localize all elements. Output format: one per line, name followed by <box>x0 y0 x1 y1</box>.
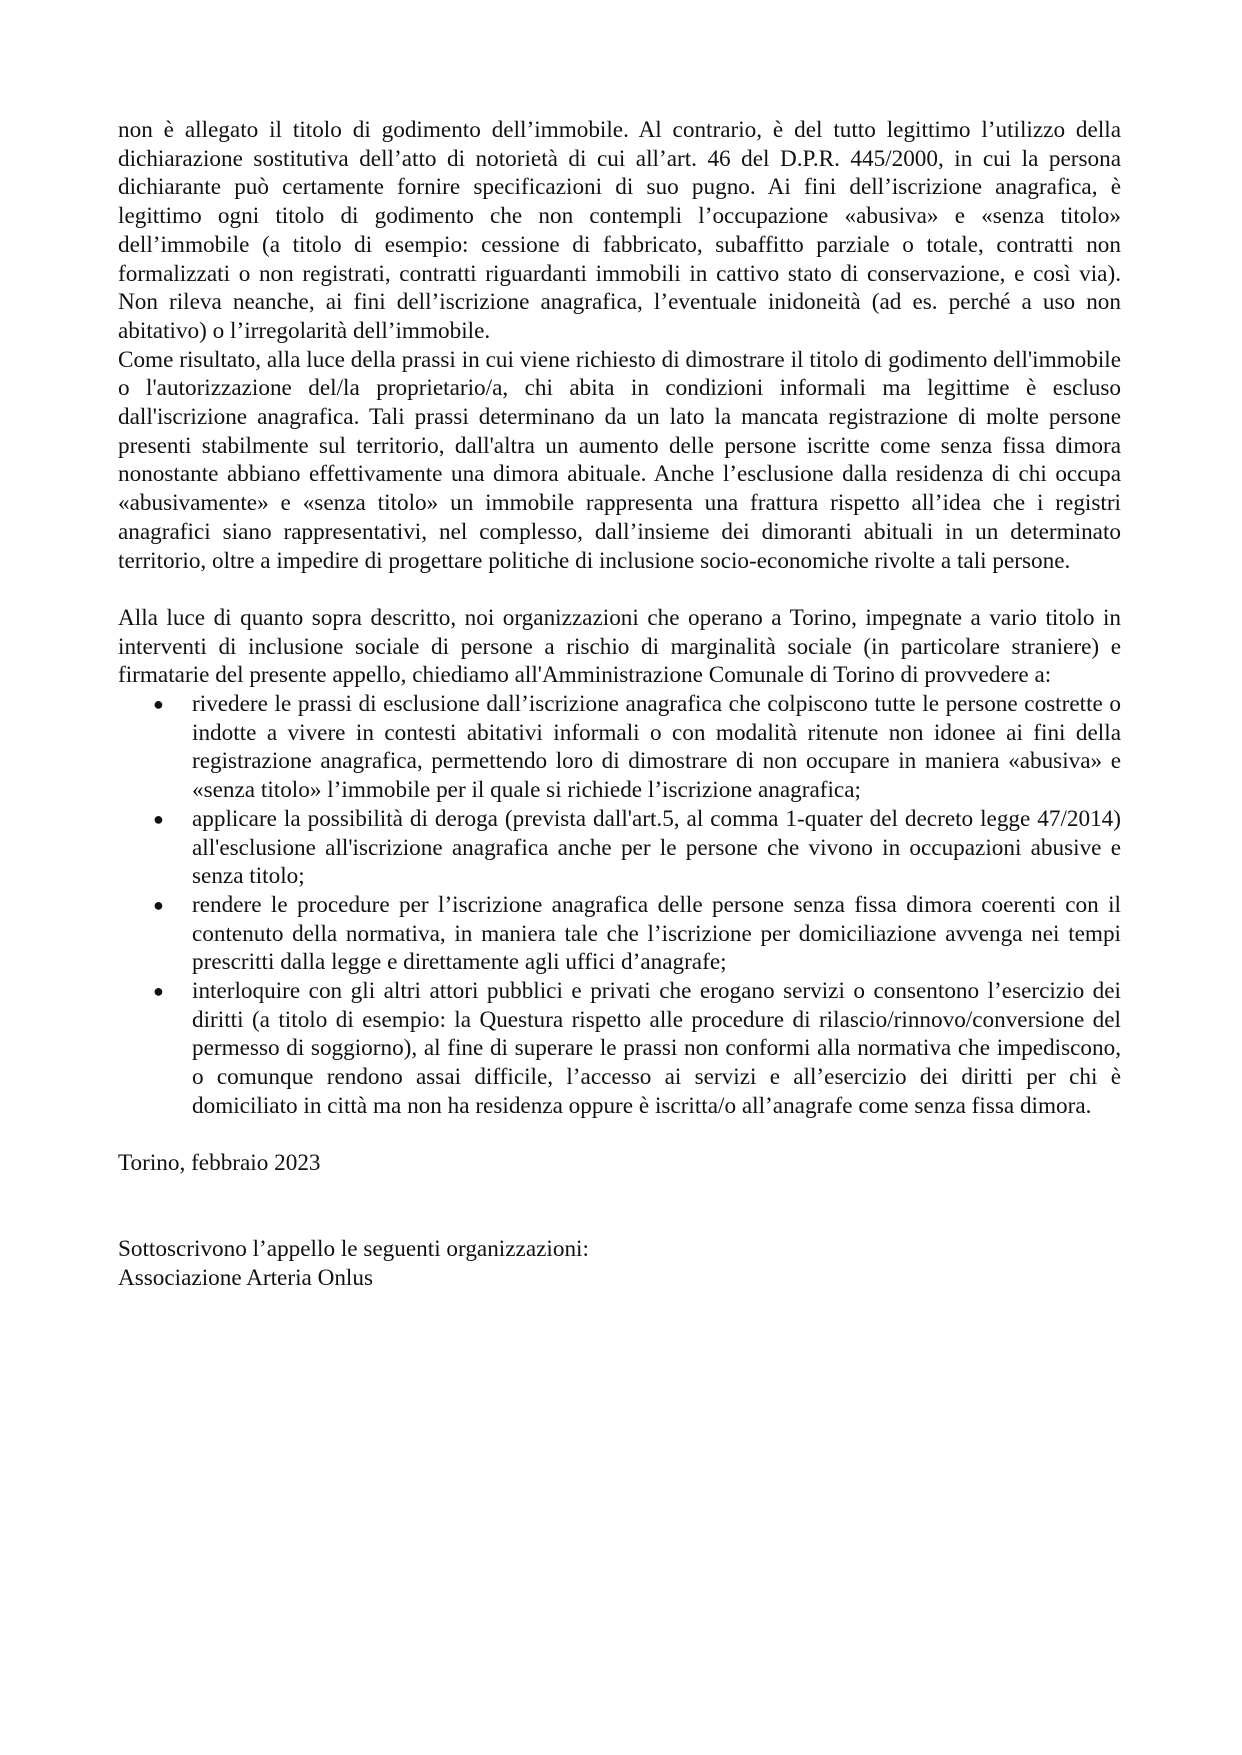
request-text: rendere le procedure per l’iscrizione anagrafica delle persone senza fissa dimora coerenti con il contenuto della normativa, in maniera tale che l’iscrizione per domiciliazione avvenga nei tempi prescritti dalla legge e direttamente agli uffici d’anagrafe; <box>192 891 1121 976</box>
signatories-heading: Sottoscrivono l’appello le seguenti organizzazioni: <box>118 1236 589 1263</box>
list-item <box>118 805 1121 891</box>
request-text: rivedere le prassi di esclusione dall’iscrizione anagrafica che colpiscono tutte le persone costrette o indotte a vivere in contesti abitativi informali o con modalità ritenute non idonee ai fini della registrazione anagrafica, permettendo loro di dimostrare di non occupare in maniera «abusiva» e «senza titolo» l’immobile per il quale si richiede l’iscrizione anagrafica; <box>192 691 1121 804</box>
paragraph-legal-titles: non è allegato il titolo di godimento dell’immobile. Al contrario, è del tutto legittimo l’utilizzo della dichiarazione sostitutiva dell’atto di notorietà di cui all’art. 46 del D.P.R. 445/2000, in cui la persona dichiarante può certamente fornire specificazioni di suo pugno. Ai fini dell’iscrizione anagrafica, è legittimo ogni titolo di godimento che non contempli l’occupazione «abusiva» e «senza titolo» dell’immobile (a titolo di esempio: cessione di fabbricato, subaffitto parziale o totale, contratti non formalizzati o non registrati, contratti riguardanti immobili in cattivo stato di conservazione, e così via). Non rileva neanche, ai fini dell’iscrizione anagrafica, l’eventuale inidoneità (ad es. perché a uso non abitativo) o l’irregolarità dell’immobile. <box>118 117 1121 344</box>
bullet-icon: ● <box>153 981 164 1002</box>
document-page <box>118 116 1121 1293</box>
bullet-icon: ● <box>153 894 164 915</box>
place-date: Torino, febbraio 2023 <box>118 1150 321 1177</box>
list-item <box>118 891 1121 977</box>
spacer <box>118 575 1121 604</box>
paragraph-consequences: Come risultato, alla luce della prassi in cui viene richiesto di dimostrare il titolo di godimento dell'immobile o l'autorizzazione del/la proprietario/a, chi abita in condizioni informali ma legittime è escluso dall'iscrizione anagrafica. Tali prassi determinano da un lato la mancata registrazione di molte persone presenti stabilmente sul territorio, dall'altra un aumento delle persone iscritte come senza fissa dimora nonostante abbiano effettivamente una dimora abituale. Anche l’esclusione dalla residenza di chi occupa «abusivamente» e «senza titolo» un immobile rappresenta una frattura rispetto all’idea che i registri anagrafici siano rappresentativi, nel complesso, dall’insieme dei dimoranti abituali in un determinato territorio, oltre a impedire di progettare politiche di inclusione socio-economiche rivolte a tali persone. <box>118 346 1121 574</box>
request-text: interloquire con gli altri attori pubblici e privati che erogano servizi o consentono l’esercizio dei diritti (a titolo di esempio: la Questura rispetto alle procedure di rilascio/rinnovo/conversione del permesso di soggiorno), al fine di superare le prassi non conformi alla normativa che impediscono, o comunque rendono assai difficile, l’accesso ai servizi e all’esercizio dei diritti per chi è domiciliato in città ma non ha residenza oppure è iscritta/o all’anagrafe come senza fissa dimora. <box>192 978 1121 1119</box>
signatory-name: Associazione Arteria Onlus <box>118 1265 373 1292</box>
list-item <box>118 977 1121 1121</box>
bullet-icon: ● <box>153 694 164 715</box>
paragraph-request-intro: Alla luce di quanto sopra descritto, noi organizzazioni che operano a Torino, impegnate a vario titolo in interventi di inclusione sociale di persone a rischio di marginalità sociale (in particolare straniere) e firmatarie del presente appello, chiediamo all'Amministrazione Comunale di Torino di provvedere a: <box>118 604 1121 689</box>
request-list <box>118 690 1121 1121</box>
bullet-icon: ● <box>153 808 164 829</box>
request-text: applicare la possibilità di deroga (prevista dall'art.5, al comma 1-quater del decreto legge 47/2014) all'esclusione all'iscrizione anagrafica anche per le persone che vivono in occupazioni abusive e senza titolo; <box>192 805 1121 890</box>
list-item <box>118 690 1121 805</box>
spacer <box>118 1121 1121 1150</box>
spacer <box>118 1178 1121 1235</box>
